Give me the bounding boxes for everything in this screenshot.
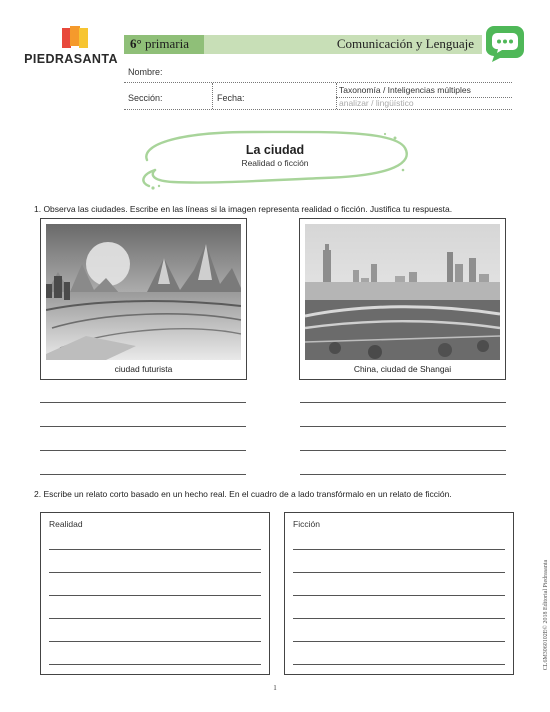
chat-bubble-icon [486,24,524,62]
taxonomy-value: analizar / lingüístico [339,98,414,108]
answer-line[interactable] [40,402,246,403]
taxonomy-label: Taxonomía / Inteligencias múltiples [339,85,471,95]
answer-line[interactable] [300,426,506,427]
answer-line[interactable] [300,450,506,451]
date-label: Fecha: [217,93,245,103]
publication-code: CL6M3060102E© 2018 Editorial Piedrasanta [543,559,549,671]
grade-tab [124,35,204,54]
page-number: 1 [273,684,277,692]
writing-line[interactable] [49,641,261,642]
question-2-text: 2. Escribe un relato corto basado en un hecho real. En el cuadro de a lado transfórmalo en un relato de ficción. [34,489,452,499]
image-caption-futuristic: ciudad futurista [114,364,173,374]
writing-line[interactable] [293,549,505,550]
writing-line[interactable] [293,641,505,642]
name-label: Nombre: [128,67,163,77]
worksheet-title: La ciudad [245,143,305,157]
image-caption-shanghai: China, ciudad de Shangai [353,364,452,374]
answer-line[interactable] [40,426,246,427]
answer-line[interactable] [300,402,506,403]
writing-line[interactable] [293,572,505,573]
question-1-text: 1. Observa las ciudades. Escribe en las líneas si la imagen representa realidad o ficción. Justifica tu respuesta. [34,204,453,214]
fiction-story-box[interactable] [284,512,514,675]
field-divider [336,83,337,109]
writing-line[interactable] [49,618,261,619]
writing-line[interactable] [293,618,505,619]
answer-line[interactable] [40,474,246,475]
answer-line[interactable] [40,450,246,451]
subject-header-bar [124,35,482,54]
grade-level: primaria [144,36,189,51]
writing-line[interactable] [49,664,261,665]
book-logo-icon [62,26,88,48]
grade-number: 6° [130,36,142,51]
reality-story-box[interactable] [40,512,270,675]
name-field-line[interactable] [124,82,512,83]
publisher-logo [16,26,126,71]
logo-wordmark: PIEDRASANTA [24,52,118,66]
writing-line[interactable] [293,595,505,596]
section-label: Sección: [128,93,163,103]
reality-box-title: Realidad [49,519,83,529]
answer-line[interactable] [300,474,506,475]
shanghai-city-image [305,224,500,360]
writing-line[interactable] [49,572,261,573]
writing-line[interactable] [49,549,261,550]
section-field-line[interactable] [124,109,512,110]
field-divider [212,83,213,109]
image-card-futuristic [40,218,247,380]
subject-title: Comunicación y Lenguaje [336,36,474,51]
writing-line[interactable] [293,664,505,665]
futuristic-city-image [46,224,241,360]
fiction-box-title: Ficción [293,519,320,529]
worksheet-subtitle: Realidad o ficción [241,158,309,168]
image-card-shanghai [299,218,506,380]
writing-line[interactable] [49,595,261,596]
